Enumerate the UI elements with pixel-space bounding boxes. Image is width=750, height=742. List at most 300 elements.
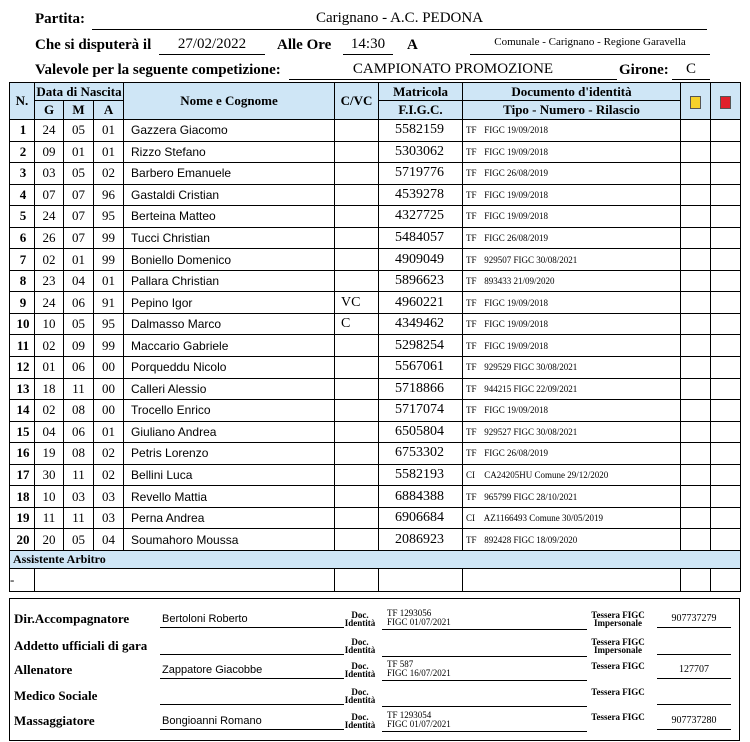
player-matricola: 5582159 xyxy=(379,120,463,142)
partita-label: Partita: xyxy=(35,11,85,27)
player-name: Dalmasso Marco xyxy=(124,313,335,335)
red-card-cell[interactable] xyxy=(711,507,741,529)
birth-month: 06 xyxy=(64,292,94,314)
player-row xyxy=(10,120,741,142)
red-card-cell[interactable] xyxy=(711,421,741,443)
birth-month: 11 xyxy=(64,507,94,529)
staff-doc-label: Doc. Identità xyxy=(344,661,376,679)
player-document xyxy=(463,120,681,142)
birth-year: 04 xyxy=(94,529,124,551)
player-document xyxy=(463,486,681,508)
doc-type: TF xyxy=(466,233,477,243)
yellow-card-cell[interactable] xyxy=(681,443,711,465)
girone-label: Girone: xyxy=(619,62,669,78)
player-row xyxy=(10,292,741,314)
birth-day: 04 xyxy=(35,421,64,443)
birth-year: 01 xyxy=(94,270,124,292)
yellow-card-cell[interactable] xyxy=(681,486,711,508)
birth-day: 01 xyxy=(35,357,64,379)
player-name: Bellini Luca xyxy=(124,464,335,486)
player-captain xyxy=(335,443,379,465)
player-document xyxy=(463,206,681,228)
birth-day: 09 xyxy=(35,141,64,163)
birth-day: 02 xyxy=(35,400,64,422)
doc-type: TF xyxy=(466,319,477,330)
player-matricola: 5717074 xyxy=(379,400,463,422)
player-number: 11 xyxy=(10,335,35,357)
player-captain xyxy=(335,163,379,185)
yellow-card-cell[interactable] xyxy=(681,378,711,400)
player-captain xyxy=(335,270,379,292)
player-captain: C xyxy=(335,313,379,335)
birth-day: 02 xyxy=(35,249,64,271)
player-document xyxy=(463,270,681,292)
player-captain xyxy=(335,120,379,142)
doc-release: FIGC 19/09/2018 xyxy=(484,211,549,222)
doc-release: FIGC 19/09/2018 xyxy=(484,319,549,330)
red-card-cell[interactable] xyxy=(711,335,741,357)
player-matricola: 4349462 xyxy=(379,313,463,335)
birth-day: 18 xyxy=(35,378,64,400)
player-number: 15 xyxy=(10,421,35,443)
yellow-card-cell[interactable] xyxy=(681,206,711,228)
birth-day: 11 xyxy=(35,507,64,529)
staff-doc-label: Doc. Identità xyxy=(344,637,376,655)
birth-day: 10 xyxy=(35,486,64,508)
player-document xyxy=(463,227,681,249)
birth-year: 95 xyxy=(94,313,124,335)
doc-type: TF xyxy=(466,146,477,157)
yellow-card-cell[interactable] xyxy=(681,292,711,314)
staff-document xyxy=(382,686,587,707)
staff-name: Bongioanni Romano xyxy=(160,715,344,730)
doc-release: Comune 29/12/2020 xyxy=(534,470,609,481)
doc-release: FIGC 26/08/2019 xyxy=(484,168,549,179)
partita-value: Carignano - A.C. PEDONA xyxy=(92,10,707,30)
player-number: 20 xyxy=(10,529,35,551)
col-yellow xyxy=(681,83,711,120)
birth-year: 99 xyxy=(94,335,124,357)
birth-year: 03 xyxy=(94,486,124,508)
player-name: Gastaldi Cristian xyxy=(124,184,335,206)
assistant-mat xyxy=(379,568,463,591)
player-name: Gazzera Giacomo xyxy=(124,120,335,142)
player-number: 7 xyxy=(10,249,35,271)
birth-day: 24 xyxy=(35,206,64,228)
birth-month: 07 xyxy=(64,227,94,249)
doc-type: TF xyxy=(466,189,477,200)
player-captain xyxy=(335,357,379,379)
player-name: Pallara Christian xyxy=(124,270,335,292)
doc-number: 965799 xyxy=(484,491,512,502)
player-document xyxy=(463,335,681,357)
birth-month: 11 xyxy=(64,378,94,400)
player-row xyxy=(10,184,741,206)
doc-release: Comune 30/05/2019 xyxy=(529,513,603,524)
birth-day: 02 xyxy=(35,335,64,357)
doc-number: 929527 xyxy=(484,426,512,437)
staff-role: Dir.Accompagnatore xyxy=(14,611,130,626)
staff-document xyxy=(382,609,587,630)
birth-year: 00 xyxy=(94,400,124,422)
player-number: 3 xyxy=(10,163,35,185)
player-row xyxy=(10,443,741,465)
player-row xyxy=(10,421,741,443)
assistant-yellow xyxy=(681,568,711,591)
birth-year: 01 xyxy=(94,141,124,163)
doc-release: FIGC 19/09/2018 xyxy=(484,405,549,416)
yellow-card-cell[interactable] xyxy=(681,313,711,335)
player-matricola: 5303062 xyxy=(379,141,463,163)
player-row xyxy=(10,163,741,185)
birth-month: 01 xyxy=(64,249,94,271)
player-matricola: 5582193 xyxy=(379,464,463,486)
player-row xyxy=(10,378,741,400)
doc-release: FIGC 18/09/2020 xyxy=(513,534,578,545)
birth-day: 10 xyxy=(35,313,64,335)
player-name: Porqueddu Nicolo xyxy=(124,357,335,379)
yellow-card-cell[interactable] xyxy=(681,400,711,422)
staff-tessera-label: Tessera FIGC Impersonale xyxy=(591,610,645,628)
player-document xyxy=(463,507,681,529)
doc-type: TF xyxy=(466,211,477,222)
player-row xyxy=(10,529,741,551)
player-captain xyxy=(335,378,379,400)
player-captain xyxy=(335,400,379,422)
col-matricola: Matricola xyxy=(379,83,463,101)
staff-doc-label: Doc. Identità xyxy=(344,712,376,730)
yellow-card-cell[interactable] xyxy=(681,357,711,379)
staff-name: Bertoloni Roberto xyxy=(160,613,344,628)
birth-day: 24 xyxy=(35,120,64,142)
birth-day: 07 xyxy=(35,184,64,206)
doc-release: 21/09/2020 xyxy=(513,276,555,287)
doc-release: FIGC 22/09/2021 xyxy=(513,383,578,394)
doc-release: FIGC 30/08/2021 xyxy=(513,254,578,265)
player-number: 5 xyxy=(10,206,35,228)
birth-month: 08 xyxy=(64,400,94,422)
staff-tessera: 127707 xyxy=(657,664,731,679)
birth-month: 04 xyxy=(64,270,94,292)
staff-role: Massaggiatore xyxy=(14,713,95,728)
player-document xyxy=(463,421,681,443)
doc-release: FIGC 19/09/2018 xyxy=(484,340,549,351)
birth-month: 07 xyxy=(64,206,94,228)
player-document xyxy=(463,529,681,551)
doc-release: FIGC 19/09/2018 xyxy=(484,297,549,308)
player-matricola: 5719776 xyxy=(379,163,463,185)
staff-role: Medico Sociale xyxy=(14,688,98,703)
player-row xyxy=(10,227,741,249)
doc-type: TF xyxy=(466,491,477,502)
birth-month: 06 xyxy=(64,421,94,443)
red-card-cell[interactable] xyxy=(711,464,741,486)
doc-type: TF xyxy=(466,383,477,394)
doc-number: 929529 xyxy=(484,362,512,373)
staff-doc-label: Doc. Identità xyxy=(344,687,376,705)
birth-year: 96 xyxy=(94,184,124,206)
yellow-card-cell[interactable] xyxy=(681,249,711,271)
birth-day: 19 xyxy=(35,443,64,465)
staff-document xyxy=(382,636,587,657)
birth-month: 03 xyxy=(64,486,94,508)
venue-value: Comunale - Carignano - Regione Garavella xyxy=(470,36,710,55)
col-m: M xyxy=(64,101,94,120)
staff-doc-label: Doc. Identità xyxy=(344,610,376,628)
player-captain xyxy=(335,529,379,551)
doc-release: FIGC 26/08/2019 xyxy=(484,448,549,459)
staff-tessera xyxy=(657,640,731,655)
col-red xyxy=(711,83,741,120)
player-matricola: 5896623 xyxy=(379,270,463,292)
player-number: 19 xyxy=(10,507,35,529)
red-card-cell[interactable] xyxy=(711,270,741,292)
col-birth: Data di Nascita xyxy=(36,83,122,99)
doc-number: CA24205HU xyxy=(484,470,533,481)
staff-doc2: FIGC 01/07/2021 xyxy=(387,617,451,627)
staff-role: Addetto ufficiali di gara xyxy=(14,638,148,653)
red-card-cell[interactable] xyxy=(711,313,741,335)
staff-tessera: 907737280 xyxy=(657,715,731,730)
player-captain xyxy=(335,227,379,249)
birth-year: 95 xyxy=(94,206,124,228)
player-name: Perna Andrea xyxy=(124,507,335,529)
birth-year: 01 xyxy=(94,120,124,142)
yellow-card-cell[interactable] xyxy=(681,163,711,185)
staff-section xyxy=(9,598,740,741)
time-value: 14:30 xyxy=(343,36,393,55)
doc-release: FIGC 19/09/2018 xyxy=(484,146,549,157)
player-captain xyxy=(335,486,379,508)
col-n: N. xyxy=(10,83,35,120)
col-cvc: C/VC xyxy=(335,83,379,120)
doc-release: FIGC 30/08/2021 xyxy=(513,362,578,373)
birth-month: 01 xyxy=(64,141,94,163)
player-name: Calleri Alessio xyxy=(124,378,335,400)
birth-year: 99 xyxy=(94,249,124,271)
red-card-cell[interactable] xyxy=(711,443,741,465)
player-matricola: 4539278 xyxy=(379,184,463,206)
a-label: A xyxy=(407,37,418,53)
doc-type: CI xyxy=(466,513,476,524)
player-name: Petris Lorenzo xyxy=(124,443,335,465)
staff-role: Allenatore xyxy=(14,662,73,677)
player-captain xyxy=(335,184,379,206)
player-number: 2 xyxy=(10,141,35,163)
birth-year: 03 xyxy=(94,507,124,529)
col-doc: Documento d'identità xyxy=(463,83,681,101)
player-document xyxy=(463,163,681,185)
player-captain xyxy=(335,507,379,529)
yellow-card-cell[interactable] xyxy=(681,120,711,142)
player-document xyxy=(463,141,681,163)
birth-day: 24 xyxy=(35,292,64,314)
birth-day: 20 xyxy=(35,529,64,551)
player-name: Barbero Emanuele xyxy=(124,163,335,185)
staff-tessera xyxy=(657,690,731,705)
player-name: Pepino Igor xyxy=(124,292,335,314)
yellow-card-cell[interactable] xyxy=(681,464,711,486)
player-row xyxy=(10,249,741,271)
player-document xyxy=(463,357,681,379)
player-row xyxy=(10,486,741,508)
birth-day: 03 xyxy=(35,163,64,185)
player-document xyxy=(463,292,681,314)
yellow-card-cell[interactable] xyxy=(681,529,711,551)
doc-number: 893433 xyxy=(484,276,512,287)
col-a: A xyxy=(94,101,124,120)
player-matricola: 6753302 xyxy=(379,443,463,465)
player-captain xyxy=(335,249,379,271)
player-document xyxy=(463,249,681,271)
player-document xyxy=(463,184,681,206)
player-name: Trocello Enrico xyxy=(124,400,335,422)
doc-type: TF xyxy=(466,254,477,265)
staff-doc1: TF 1293054 xyxy=(387,710,432,720)
player-number: 12 xyxy=(10,357,35,379)
doc-type: TF xyxy=(466,426,477,437)
yellow-card-cell[interactable] xyxy=(681,507,711,529)
player-number: 1 xyxy=(10,120,35,142)
birth-month: 09 xyxy=(64,335,94,357)
player-captain xyxy=(335,464,379,486)
player-document xyxy=(463,464,681,486)
red-card-cell[interactable] xyxy=(711,120,741,142)
player-name: Giuliano Andrea xyxy=(124,421,335,443)
yellow-card-cell[interactable] xyxy=(681,270,711,292)
staff-doc1: TF 1293056 xyxy=(387,608,432,618)
staff-tessera-label: Tessera FIGC xyxy=(591,712,645,722)
birth-month: 05 xyxy=(64,120,94,142)
staff-tessera-label: Tessera FIGC xyxy=(591,687,645,697)
doc-type: TF xyxy=(466,534,477,545)
doc-type: TF xyxy=(466,340,477,351)
red-card-cell[interactable] xyxy=(711,292,741,314)
birth-month: 05 xyxy=(64,313,94,335)
player-row xyxy=(10,464,741,486)
assistant-cvc xyxy=(335,568,379,591)
staff-document xyxy=(382,711,587,732)
red-card-cell[interactable] xyxy=(711,249,741,271)
player-captain: VC xyxy=(335,292,379,314)
player-name: Soumahoro Moussa xyxy=(124,529,335,551)
staff-doc1: TF 587 xyxy=(387,659,414,669)
red-card-cell[interactable] xyxy=(711,227,741,249)
player-row xyxy=(10,335,741,357)
doc-number: AZ1166493 xyxy=(483,513,527,524)
red-card-cell[interactable] xyxy=(711,400,741,422)
yellow-card-cell[interactable] xyxy=(681,227,711,249)
girone-value: C xyxy=(672,61,710,80)
red-card-cell[interactable] xyxy=(711,486,741,508)
red-card-cell[interactable] xyxy=(711,378,741,400)
doc-release: FIGC 28/10/2021 xyxy=(513,491,578,502)
yellow-card-cell[interactable] xyxy=(681,184,711,206)
player-matricola: 4909049 xyxy=(379,249,463,271)
staff-tessera-label: Tessera FIGC xyxy=(591,661,645,671)
doc-type: TF xyxy=(466,448,477,459)
player-row xyxy=(10,313,741,335)
red-card-cell[interactable] xyxy=(711,163,741,185)
assistant-doc xyxy=(463,568,681,591)
doc-type: TF xyxy=(466,297,477,308)
birth-month: 07 xyxy=(64,184,94,206)
player-name: Berteina Matteo xyxy=(124,206,335,228)
birth-month: 11 xyxy=(64,464,94,486)
birth-day: 23 xyxy=(35,270,64,292)
time-label: Alle Ore xyxy=(277,37,332,53)
doc-type: CI xyxy=(466,470,476,481)
player-matricola: 4960221 xyxy=(379,292,463,314)
birth-year: 99 xyxy=(94,227,124,249)
doc-number: 892428 xyxy=(484,534,512,545)
col-g: G xyxy=(35,101,64,120)
red-card-cell[interactable] xyxy=(711,141,741,163)
birth-year: 00 xyxy=(94,357,124,379)
col-figc: F.I.G.C. xyxy=(379,101,463,120)
player-captain xyxy=(335,421,379,443)
doc-type: TF xyxy=(466,276,477,287)
player-number: 14 xyxy=(10,400,35,422)
birth-month: 06 xyxy=(64,357,94,379)
player-matricola: 6884388 xyxy=(379,486,463,508)
player-captain xyxy=(335,141,379,163)
birth-year: 01 xyxy=(94,421,124,443)
doc-release: FIGC 30/08/2021 xyxy=(513,426,578,437)
birth-year: 02 xyxy=(94,464,124,486)
staff-tessera: 907737279 xyxy=(657,613,731,628)
player-matricola: 5484057 xyxy=(379,227,463,249)
player-matricola: 6906684 xyxy=(379,507,463,529)
birth-month: 05 xyxy=(64,163,94,185)
player-number: 13 xyxy=(10,378,35,400)
staff-doc2: FIGC 01/07/2021 xyxy=(387,719,451,729)
staff-tessera-label: Tessera FIGC Impersonale xyxy=(591,637,645,655)
player-number: 8 xyxy=(10,270,35,292)
yellow-card-icon xyxy=(690,96,701,109)
col-doc-sub: Tipo - Numero - Rilascio xyxy=(463,101,681,120)
yellow-card-cell[interactable] xyxy=(681,141,711,163)
birth-month: 08 xyxy=(64,443,94,465)
player-number: 4 xyxy=(10,184,35,206)
player-row xyxy=(10,206,741,228)
player-matricola: 6505804 xyxy=(379,421,463,443)
doc-release: FIGC 19/09/2018 xyxy=(484,125,549,136)
player-matricola: 5298254 xyxy=(379,335,463,357)
birth-day: 26 xyxy=(35,227,64,249)
red-card-cell[interactable] xyxy=(711,529,741,551)
player-matricola: 4327725 xyxy=(379,206,463,228)
date-label: Che si disputerà il xyxy=(35,37,152,53)
col-name: Nome e Cognome xyxy=(124,83,335,120)
player-matricola: 5718866 xyxy=(379,378,463,400)
player-number: 6 xyxy=(10,227,35,249)
player-row xyxy=(10,357,741,379)
staff-doc2: FIGC 16/07/2021 xyxy=(387,668,451,678)
yellow-card-cell[interactable] xyxy=(681,421,711,443)
player-number: 18 xyxy=(10,486,35,508)
birth-day: 30 xyxy=(35,464,64,486)
player-document xyxy=(463,313,681,335)
red-card-cell[interactable] xyxy=(711,357,741,379)
doc-type: TF xyxy=(466,168,477,179)
yellow-card-cell[interactable] xyxy=(681,335,711,357)
assistant-label: Assistente Arbitro xyxy=(10,550,741,568)
player-number: 9 xyxy=(10,292,35,314)
doc-type: TF xyxy=(466,405,477,416)
red-card-cell[interactable] xyxy=(711,206,741,228)
red-card-cell[interactable] xyxy=(711,184,741,206)
